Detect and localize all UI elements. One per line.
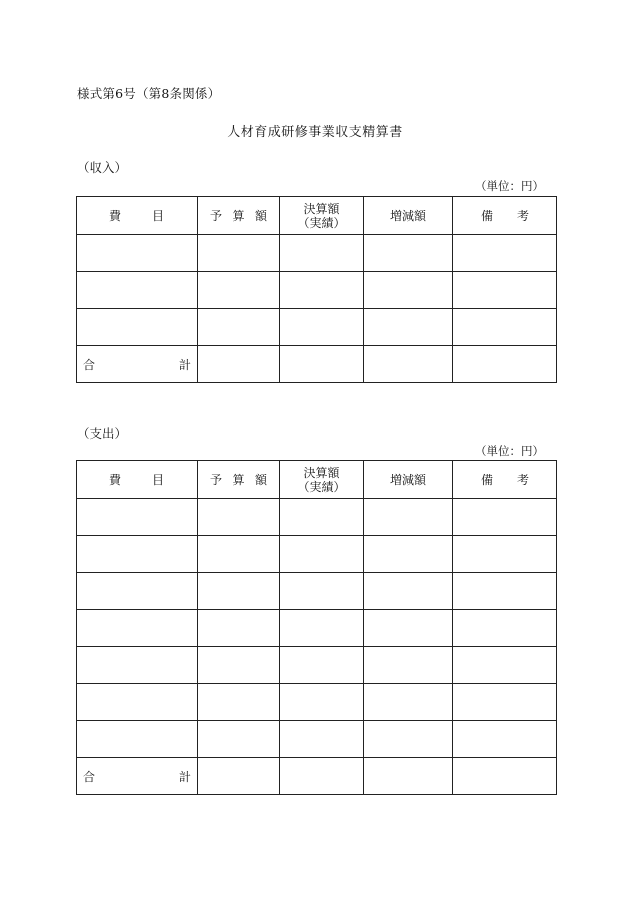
expense-difference-cell[interactable] xyxy=(364,499,453,536)
expense-settlement-cell[interactable] xyxy=(280,721,364,758)
expense-remarks-cell[interactable] xyxy=(453,610,557,647)
income-col-item: 費 目 xyxy=(77,197,198,235)
expense-header-row xyxy=(77,461,557,499)
expense-item-cell[interactable] xyxy=(77,647,198,684)
income-total-budget-cell[interactable] xyxy=(198,346,280,383)
income-table xyxy=(76,196,557,383)
income-total-remarks-cell[interactable] xyxy=(453,346,557,383)
income-remarks-cell[interactable] xyxy=(453,309,557,346)
income-row xyxy=(77,272,557,309)
expense-col-budget: 予 算 額 xyxy=(198,461,280,499)
expense-unit-label: （単位：円） xyxy=(475,444,544,458)
expense-settlement-cell[interactable] xyxy=(280,684,364,721)
expense-remarks-cell[interactable] xyxy=(453,684,557,721)
expense-settlement-cell[interactable] xyxy=(280,573,364,610)
expense-budget-cell[interactable] xyxy=(198,610,280,647)
expense-total-row xyxy=(77,758,557,795)
income-difference-cell[interactable] xyxy=(364,272,453,309)
income-remarks-cell[interactable] xyxy=(453,235,557,272)
income-col-settlement: 決算額 （実績） xyxy=(280,197,364,235)
income-budget-cell[interactable] xyxy=(198,309,280,346)
income-item-cell[interactable] xyxy=(77,235,198,272)
expense-table xyxy=(76,460,557,795)
expense-total-settlement-cell[interactable] xyxy=(280,758,364,795)
expense-total-difference-cell[interactable] xyxy=(364,758,453,795)
expense-col-item: 費 目 xyxy=(77,461,198,499)
income-item-cell[interactable] xyxy=(77,272,198,309)
expense-col-remarks: 備 考 xyxy=(453,461,557,499)
income-col-budget: 予 算 額 xyxy=(198,197,280,235)
expense-total-label: 合 計 xyxy=(77,758,198,795)
expense-remarks-cell[interactable] xyxy=(453,499,557,536)
expense-row xyxy=(77,610,557,647)
expense-row xyxy=(77,536,557,573)
expense-difference-cell[interactable] xyxy=(364,610,453,647)
expense-budget-cell[interactable] xyxy=(198,499,280,536)
expense-row xyxy=(77,573,557,610)
income-settlement-cell[interactable] xyxy=(280,235,364,272)
income-settlement-cell[interactable] xyxy=(280,309,364,346)
income-total-settlement-cell[interactable] xyxy=(280,346,364,383)
expense-total-remarks-cell[interactable] xyxy=(453,758,557,795)
expense-row xyxy=(77,499,557,536)
expense-budget-cell[interactable] xyxy=(198,721,280,758)
expense-item-cell[interactable] xyxy=(77,721,198,758)
expense-difference-cell[interactable] xyxy=(364,721,453,758)
expense-col-settlement: 決算額 （実績） xyxy=(280,461,364,499)
expense-item-cell[interactable] xyxy=(77,499,198,536)
expense-difference-cell[interactable] xyxy=(364,573,453,610)
expense-item-cell[interactable] xyxy=(77,573,198,610)
expense-total-budget-cell[interactable] xyxy=(198,758,280,795)
income-row xyxy=(77,235,557,272)
income-total-difference-cell[interactable] xyxy=(364,346,453,383)
expense-row xyxy=(77,684,557,721)
expense-settlement-cell[interactable] xyxy=(280,499,364,536)
income-col-difference: 増減額 xyxy=(364,197,453,235)
income-col-remarks: 備 考 xyxy=(453,197,557,235)
expense-item-cell[interactable] xyxy=(77,610,198,647)
income-difference-cell[interactable] xyxy=(364,235,453,272)
income-section-label: （収入） xyxy=(77,160,128,175)
expense-budget-cell[interactable] xyxy=(198,647,280,684)
form-number: 様式第6号（第8条関係） xyxy=(77,86,221,101)
income-total-row xyxy=(77,346,557,383)
income-budget-cell[interactable] xyxy=(198,272,280,309)
income-total-label: 合 計 xyxy=(77,346,198,383)
income-row xyxy=(77,309,557,346)
expense-item-cell[interactable] xyxy=(77,684,198,721)
expense-budget-cell[interactable] xyxy=(198,573,280,610)
expense-row xyxy=(77,647,557,684)
income-header-row xyxy=(77,197,557,235)
expense-item-cell[interactable] xyxy=(77,536,198,573)
income-budget-cell[interactable] xyxy=(198,235,280,272)
income-unit-label: （単位：円） xyxy=(475,179,544,193)
expense-settlement-cell[interactable] xyxy=(280,536,364,573)
income-difference-cell[interactable] xyxy=(364,309,453,346)
expense-remarks-cell[interactable] xyxy=(453,721,557,758)
expense-remarks-cell[interactable] xyxy=(453,536,557,573)
expense-settlement-cell[interactable] xyxy=(280,610,364,647)
expense-difference-cell[interactable] xyxy=(364,647,453,684)
income-item-cell[interactable] xyxy=(77,309,198,346)
income-settlement-cell[interactable] xyxy=(280,272,364,309)
expense-remarks-cell[interactable] xyxy=(453,647,557,684)
income-remarks-cell[interactable] xyxy=(453,272,557,309)
expense-difference-cell[interactable] xyxy=(364,536,453,573)
document-title: 人材育成研修事業収支精算書 xyxy=(227,125,403,140)
expense-budget-cell[interactable] xyxy=(198,536,280,573)
expense-remarks-cell[interactable] xyxy=(453,573,557,610)
expense-difference-cell[interactable] xyxy=(364,684,453,721)
expense-row xyxy=(77,721,557,758)
expense-col-difference: 増減額 xyxy=(364,461,453,499)
expense-budget-cell[interactable] xyxy=(198,684,280,721)
expense-section-label: （支出） xyxy=(77,426,128,441)
expense-settlement-cell[interactable] xyxy=(280,647,364,684)
